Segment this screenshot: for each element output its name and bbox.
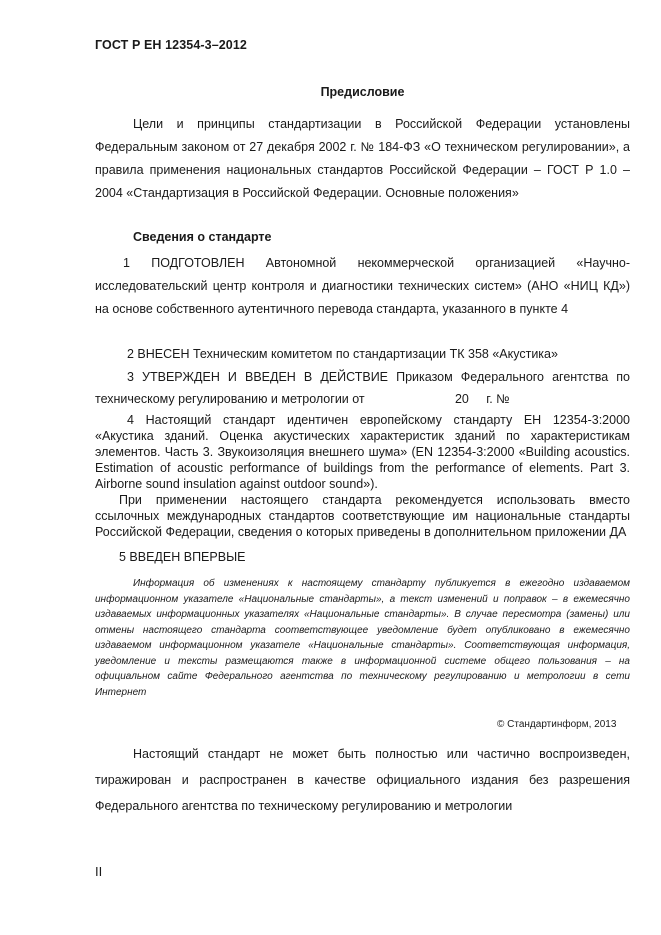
item-4-identical-standard: 4 Настоящий стандарт идентичен европейскому стандарту ЕН 12354-3:2000 «Акустика зданий. Оценка акустических характеристик зданий по характеристикам элементов. Часть 3. Звукоизоляция внешнего шума» (EN 12354-3:2000 «Building acoustics. Estimation of acoustic performance of buildings from the performance of elements. Part 3. Airborne sound insulation against outdoor sound»).	[95, 413, 630, 491]
section-heading: Сведения о стандарте	[133, 230, 272, 244]
reproduction-notice: Настоящий стандарт не может быть полностью или частично воспроизведен, тиражирован и распространен в качестве официального издания без разрешения Федерального агентства по техническому регулированию и метрологии	[95, 747, 630, 813]
page-title: Предисловие	[320, 85, 405, 99]
item-2-submitted-by: 2 ВНЕСЕН Техническим комитетом по стандартизации ТК 358 «Акустика»	[127, 347, 558, 361]
intro-paragraph: Цели и принципы стандартизации в Российской Федерации установлены Федеральным законом от 27 декабря 2002 г. № 184-ФЗ «О техническом регулировании», а правила применения национальных стандартов Российской Федерации – ГОСТ Р 1.0 – 2004 «Стандартизация в Российской Федерации. Основные положения»	[95, 117, 630, 200]
copyright-line: © Стандартинформ, 2013	[497, 719, 617, 730]
change-information-notice: Информация об изменениях к настоящему стандарту публикуется в ежегодно издаваемом информационном указателе «Национальные стандарты», а текст изменений и поправок – в ежемесячно издаваемых информационных указателях «Национальные стандарты». В случае пересмотра (замены) или отмены настоящего стандарта соответствующее уведомление будет опубликовано в ежемесячно издаваемом информационном указателе «Национальные стандарты». Соответствующая информация, уведомление и тексты размещаются также в информационной системе общего пользования – на официальном сайте Федерального агентства по техническому регулированию и метрологии в сети Интернет	[95, 578, 630, 698]
page-number: II	[95, 864, 103, 879]
item-4-usage-note: При применении настоящего стандарта рекомендуется использовать вместо ссылочных международных стандартов соответствующие им национальные стандарты Российской Федерации, сведения о которых приведены в дополнительном приложении ДА	[95, 493, 630, 539]
item-3-approved: 3 УТВЕРЖДЕН И ВВЕДЕН В ДЕЙСТВИЕ Приказом Федерального агентства по техническому регулированию и метрологии от 20 г. №	[95, 370, 634, 406]
document-code-header: ГОСТ Р ЕН 12354-3–2012	[95, 38, 247, 52]
item-1-prepared-by: 1 ПОДГОТОВЛЕН Автономной некоммерческой организацией «Научно-исследовательский центр контроля и диагностики технических систем» (АНО «НИЦ КД») на основе собственного аутентичного перевода стандарта, указанного в пункте 4	[95, 256, 630, 316]
item-5-first-introduced: 5 ВВЕДЕН ВПЕРВЫЕ	[119, 550, 246, 564]
